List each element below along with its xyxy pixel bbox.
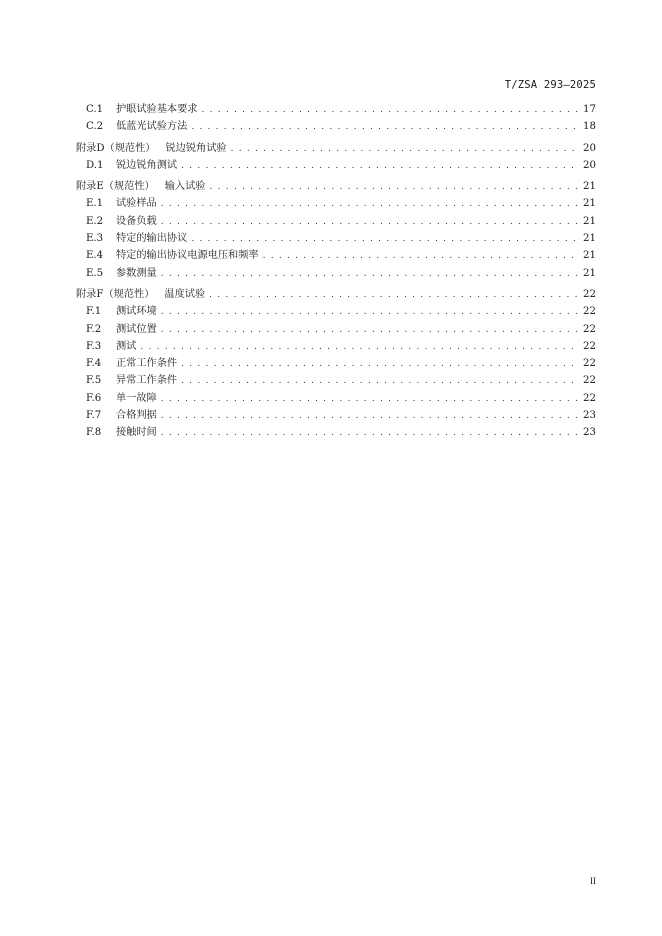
toc-entry-page: 22 bbox=[583, 323, 596, 335]
toc-entry-page: 21 bbox=[583, 267, 596, 279]
toc-appendix-entry[interactable] bbox=[76, 286, 596, 303]
toc-dot-leader bbox=[161, 214, 579, 231]
toc-entry-page: 21 bbox=[583, 250, 596, 262]
toc-entry-page: 22 bbox=[583, 340, 596, 352]
toc-entry-page: 21 bbox=[583, 215, 596, 227]
toc-entry[interactable] bbox=[76, 407, 596, 424]
toc-entry-title: 低蓝光试验方法 bbox=[116, 121, 188, 133]
toc-entry[interactable] bbox=[76, 118, 596, 135]
toc-entry-number: C.1 bbox=[86, 104, 104, 115]
toc-dot-leader bbox=[263, 248, 579, 265]
toc-entry-number: 附录F（规范性） bbox=[76, 288, 155, 300]
toc-entry-title: 接触时间 bbox=[116, 427, 157, 439]
toc-entry-title: 设备负载 bbox=[116, 215, 157, 227]
toc-entry-number: F.2 bbox=[86, 323, 102, 335]
toc-entry-number: F.1 bbox=[86, 306, 102, 318]
toc-entry-title: 特定的输出协议 bbox=[116, 233, 188, 245]
toc-dot-leader bbox=[231, 141, 579, 158]
toc-entry[interactable] bbox=[76, 195, 596, 212]
toc-entry-number: F.6 bbox=[86, 392, 102, 404]
toc-entry-title: 异常工作条件 bbox=[116, 375, 178, 387]
toc-entry-page: 22 bbox=[583, 392, 596, 404]
toc-entry-title: 锐边锐角试验 bbox=[165, 142, 227, 154]
toc-entry-title: 特定的输出协议电源电压和频率 bbox=[116, 250, 259, 262]
toc-entry[interactable] bbox=[76, 321, 596, 338]
toc-dot-leader bbox=[181, 373, 579, 390]
toc-entry-page: 22 bbox=[583, 358, 596, 370]
toc-entry-number: F.4 bbox=[86, 358, 102, 370]
toc-entry-title: 温度试验 bbox=[164, 288, 206, 300]
toc-entry-title: 正常工作条件 bbox=[116, 358, 178, 370]
toc-entry[interactable] bbox=[76, 213, 596, 230]
toc-dot-leader bbox=[181, 158, 579, 175]
toc-entry-page: 18 bbox=[583, 121, 596, 133]
toc-entry-number: C.2 bbox=[86, 121, 104, 133]
toc-entry-title: 锐边锐角测试 bbox=[116, 159, 178, 171]
toc-entry-number: E.5 bbox=[86, 267, 104, 279]
toc-appendix-entry[interactable] bbox=[76, 178, 596, 195]
document-code: T/ZSA 293—2025 bbox=[504, 79, 596, 91]
toc-dot-leader bbox=[191, 231, 579, 248]
toc-entry-number: F.8 bbox=[86, 427, 102, 439]
toc-dot-leader bbox=[161, 391, 579, 408]
toc-entry-title: 测试 bbox=[116, 340, 137, 352]
toc-dot-leader bbox=[161, 196, 579, 213]
toc-entry-title: 试验样品 bbox=[116, 198, 157, 210]
toc-entry-number: F.5 bbox=[86, 375, 102, 387]
toc-entry[interactable] bbox=[76, 247, 596, 264]
toc-dot-leader bbox=[191, 119, 579, 136]
toc-dot-leader bbox=[161, 408, 579, 425]
toc-entry-page: 22 bbox=[583, 306, 596, 318]
toc-entry[interactable] bbox=[76, 355, 596, 372]
toc-entry-number: E.2 bbox=[86, 215, 104, 227]
toc-entry-title: 测试位置 bbox=[116, 323, 157, 335]
toc-dot-leader bbox=[210, 179, 580, 196]
toc-entry[interactable] bbox=[76, 424, 596, 441]
toc-dot-leader bbox=[140, 339, 579, 356]
toc-entry-page: 23 bbox=[583, 427, 596, 439]
toc-entry[interactable] bbox=[76, 157, 596, 174]
toc-appendix-entry[interactable] bbox=[76, 140, 596, 157]
toc-entry-page: 20 bbox=[583, 159, 596, 171]
toc-entry-number: E.1 bbox=[86, 198, 104, 210]
toc-dot-leader bbox=[209, 287, 579, 304]
toc-entry-title: 测试环境 bbox=[116, 306, 157, 318]
toc-dot-leader bbox=[161, 266, 579, 283]
toc-entry-number: E.3 bbox=[86, 233, 104, 245]
toc-entry-page: 23 bbox=[583, 410, 596, 422]
page-number: II bbox=[590, 876, 596, 886]
toc-entry-number: D.1 bbox=[86, 159, 104, 171]
toc-entry[interactable] bbox=[76, 372, 596, 389]
toc-entry-number: E.4 bbox=[86, 250, 104, 262]
toc-entry[interactable] bbox=[76, 338, 596, 355]
toc-entry-number: 附录E（规范性） bbox=[76, 181, 155, 193]
toc-dot-leader bbox=[202, 102, 580, 119]
toc-entry[interactable] bbox=[76, 230, 596, 247]
toc-entry[interactable] bbox=[76, 303, 596, 320]
toc-entry-title: 护眼试验基本要求 bbox=[116, 104, 198, 115]
toc-entry-page: 21 bbox=[583, 198, 596, 210]
toc-dot-leader bbox=[181, 356, 579, 373]
table-of-contents bbox=[76, 101, 596, 442]
toc-entry-page: 17 bbox=[583, 104, 596, 115]
toc-entry-title: 合格判据 bbox=[116, 410, 157, 422]
toc-entry-page: 21 bbox=[583, 181, 596, 193]
toc-entry[interactable] bbox=[76, 101, 596, 118]
toc-entry[interactable] bbox=[76, 390, 596, 407]
toc-entry-title: 参数测量 bbox=[116, 267, 157, 279]
toc-entry-title: 输入试验 bbox=[164, 181, 206, 193]
toc-entry-page: 20 bbox=[583, 142, 596, 154]
toc-entry-page: 22 bbox=[583, 288, 596, 300]
toc-entry-number: F.7 bbox=[86, 410, 102, 422]
toc-dot-leader bbox=[161, 322, 579, 339]
toc-entry-page: 21 bbox=[583, 233, 596, 245]
toc-dot-leader bbox=[161, 425, 579, 442]
toc-entry-number: 附录D（规范性） bbox=[76, 142, 156, 154]
toc-entry-page: 22 bbox=[583, 375, 596, 387]
toc-dot-leader bbox=[161, 304, 579, 321]
toc-entry-title: 单一故障 bbox=[116, 392, 157, 404]
toc-entry-number: F.3 bbox=[86, 340, 102, 352]
toc-entry[interactable] bbox=[76, 265, 596, 282]
